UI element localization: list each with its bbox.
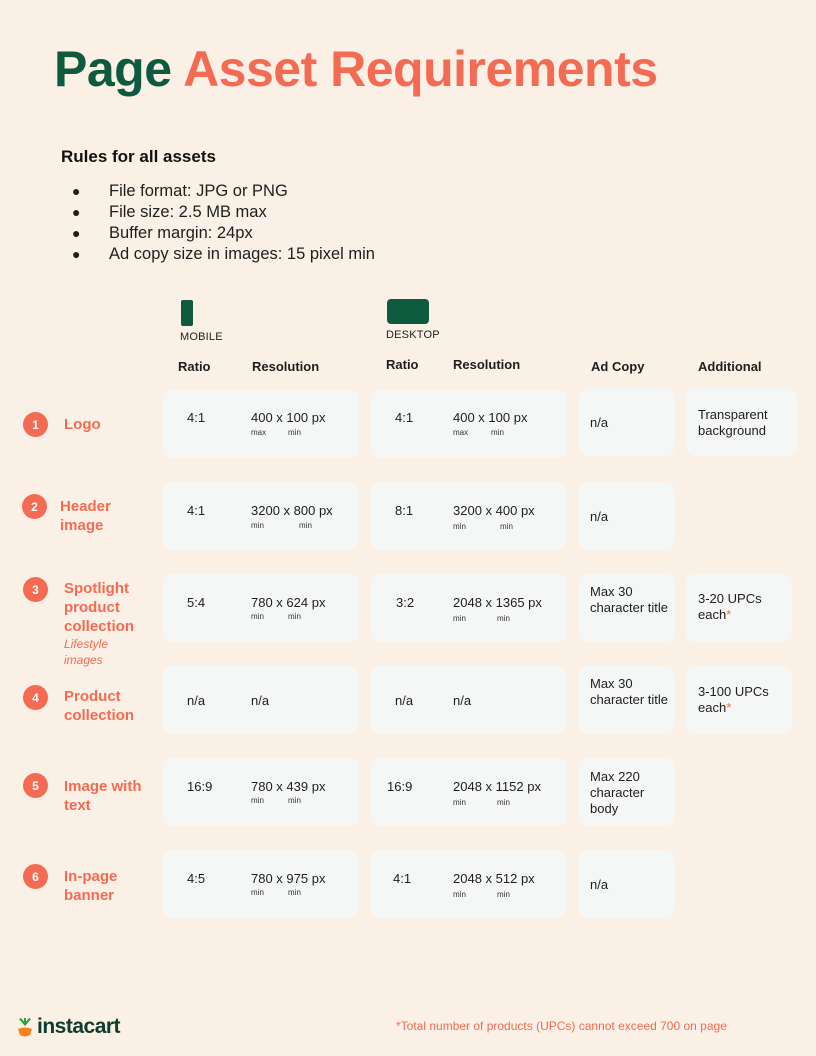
column-header-desktop-resolution: Resolution	[453, 357, 521, 372]
desktop-spec-card	[371, 850, 567, 918]
desktop-resolution: 2048 x 1152 px	[453, 779, 541, 794]
mobile-width-note: max	[251, 428, 267, 437]
bullet-icon: ●	[72, 246, 81, 262]
rule-item: ● Ad copy size in images: 15 pixel min	[72, 245, 375, 263]
mobile-resolution: 780 x 975 px	[251, 871, 326, 886]
mobile-ratio: 4:5	[187, 871, 206, 886]
mobile-width-note: min	[251, 796, 264, 805]
mobile-device-icon	[181, 300, 193, 326]
row-number-badge: 5	[23, 773, 48, 798]
title-part-2: Asset Requirements	[183, 41, 658, 97]
rule-item: ● File size: 2.5 MB max	[72, 203, 267, 221]
ad-copy-card	[579, 482, 675, 550]
row-number-badge: 6	[23, 864, 48, 889]
mobile-spec-card	[163, 758, 359, 826]
desktop-ratio: 16:9	[387, 779, 413, 794]
ad-copy-card	[579, 666, 675, 734]
desktop-spec-card	[371, 390, 567, 458]
row-number-badge: 2	[22, 494, 47, 519]
desktop-resolution: 3200 x 400 px	[453, 503, 535, 518]
asterisk-mark: *	[726, 607, 732, 622]
row-number-badge: 1	[23, 412, 48, 437]
mobile-resolution: 400 x 100 px	[251, 410, 326, 425]
additional-card	[686, 666, 792, 734]
mobile-ratio: n/a	[187, 693, 206, 708]
bullet-icon: ●	[72, 225, 81, 241]
additional-card	[686, 574, 792, 642]
column-header-desktop-ratio: Ratio	[386, 357, 419, 372]
desktop-height-note: min	[497, 614, 510, 623]
desktop-spec-card	[371, 758, 567, 826]
instacart-logo	[16, 1015, 120, 1039]
rule-item: ● Buffer margin: 24px	[72, 224, 253, 242]
row-number-badge: 3	[23, 577, 48, 602]
mobile-height-note: min	[299, 521, 312, 530]
mobile-spec-card	[163, 574, 359, 642]
desktop-resolution: 2048 x 512 px	[453, 871, 535, 886]
desktop-device-icon	[387, 299, 429, 324]
desktop-ratio: 4:1	[393, 871, 412, 886]
row-number-badge: 4	[23, 685, 48, 710]
ad-copy-text: n/a	[590, 877, 609, 892]
ad-copy-text: n/a	[590, 415, 609, 430]
asterisk-mark: *	[726, 700, 732, 715]
mobile-height-note: min	[288, 888, 301, 897]
desktop-resolution: 2048 x 1365 px	[453, 595, 542, 610]
row-label: Product collection	[64, 688, 135, 724]
ad-copy-card	[579, 850, 675, 918]
row-label: Logo	[64, 416, 101, 433]
row-label: Spotlight product collection	[64, 580, 135, 635]
mobile-spec-card	[163, 666, 359, 734]
ad-copy-card	[579, 574, 675, 642]
desktop-spec-card	[371, 574, 567, 642]
desktop-height-note: min	[497, 798, 510, 807]
mobile-ratio: 4:1	[187, 410, 206, 425]
mobile-label: MOBILE	[180, 331, 223, 343]
mobile-spec-card	[163, 390, 359, 458]
mobile-width-note: min	[251, 888, 264, 897]
mobile-spec-card	[163, 850, 359, 918]
additional-text: 3-100 UPCs each*	[698, 684, 769, 715]
column-header-mobile-ratio: Ratio	[178, 359, 211, 374]
mobile-ratio: 4:1	[187, 503, 206, 518]
mobile-width-note: min	[251, 521, 264, 530]
desktop-height-note: min	[491, 428, 504, 437]
mobile-resolution: 780 x 624 px	[251, 595, 326, 610]
ad-copy-text: Max 220 character body	[590, 769, 645, 816]
row-label: In-page banner	[64, 868, 118, 904]
row-label: Header image	[60, 498, 111, 534]
title-part-1: Page	[54, 41, 172, 97]
additional-text: Transparent background	[698, 407, 768, 438]
desktop-spec-card	[371, 482, 567, 550]
mobile-width-note: min	[251, 612, 264, 621]
desktop-ratio: 3:2	[396, 595, 415, 610]
mobile-resolution: 3200 x 800 px	[251, 503, 333, 518]
desktop-ratio: 4:1	[395, 410, 414, 425]
row-label: Image with text	[64, 778, 142, 814]
rules-heading: Rules for all assets	[61, 147, 216, 166]
desktop-ratio: n/a	[395, 693, 414, 708]
row-sublabel: Lifestyle images	[64, 637, 109, 667]
ad-copy-text: Max 30 character title	[590, 676, 669, 707]
additional-card	[686, 388, 797, 456]
ad-copy-text: Max 30 character title	[590, 584, 669, 615]
mobile-ratio: 5:4	[187, 595, 206, 610]
mobile-height-note: min	[288, 612, 301, 621]
column-header-additional: Additional	[698, 359, 762, 374]
mobile-resolution: n/a	[251, 693, 270, 708]
column-header-ad-copy: Ad Copy	[591, 359, 645, 374]
desktop-height-note: min	[500, 522, 513, 531]
bullet-icon: ●	[72, 183, 81, 199]
ad-copy-text: n/a	[590, 509, 609, 524]
mobile-spec-card	[163, 482, 359, 550]
desktop-width-note: min	[453, 522, 466, 531]
mobile-resolution: 780 x 439 px	[251, 779, 326, 794]
desktop-resolution: 400 x 100 px	[453, 410, 528, 425]
desktop-ratio: 8:1	[395, 503, 414, 518]
bullet-icon: ●	[72, 204, 81, 220]
desktop-width-note: min	[453, 798, 466, 807]
desktop-height-note: min	[497, 890, 510, 899]
rules-list	[72, 181, 375, 265]
desktop-spec-card	[371, 666, 567, 734]
mobile-height-note: min	[288, 796, 301, 805]
brand-name: instacart	[37, 1015, 121, 1038]
additional-text: 3-20 UPCs each*	[698, 591, 762, 622]
page-title	[54, 40, 658, 98]
desktop-resolution: n/a	[453, 693, 472, 708]
mobile-height-note: min	[288, 428, 301, 437]
mobile-ratio: 16:9	[187, 779, 213, 794]
desktop-width-note: max	[453, 428, 469, 437]
rule-item: ● File format: JPG or PNG	[72, 182, 288, 200]
carrot-icon	[16, 1016, 34, 1038]
desktop-label: DESKTOP	[386, 329, 440, 341]
column-header-mobile-resolution: Resolution	[252, 359, 320, 374]
ad-copy-card	[579, 758, 675, 826]
footnote: *Total number of products (UPCs) cannot exceed 700 on page	[396, 1019, 727, 1033]
desktop-width-note: min	[453, 890, 466, 899]
desktop-width-note: min	[453, 614, 466, 623]
ad-copy-card	[579, 388, 675, 456]
